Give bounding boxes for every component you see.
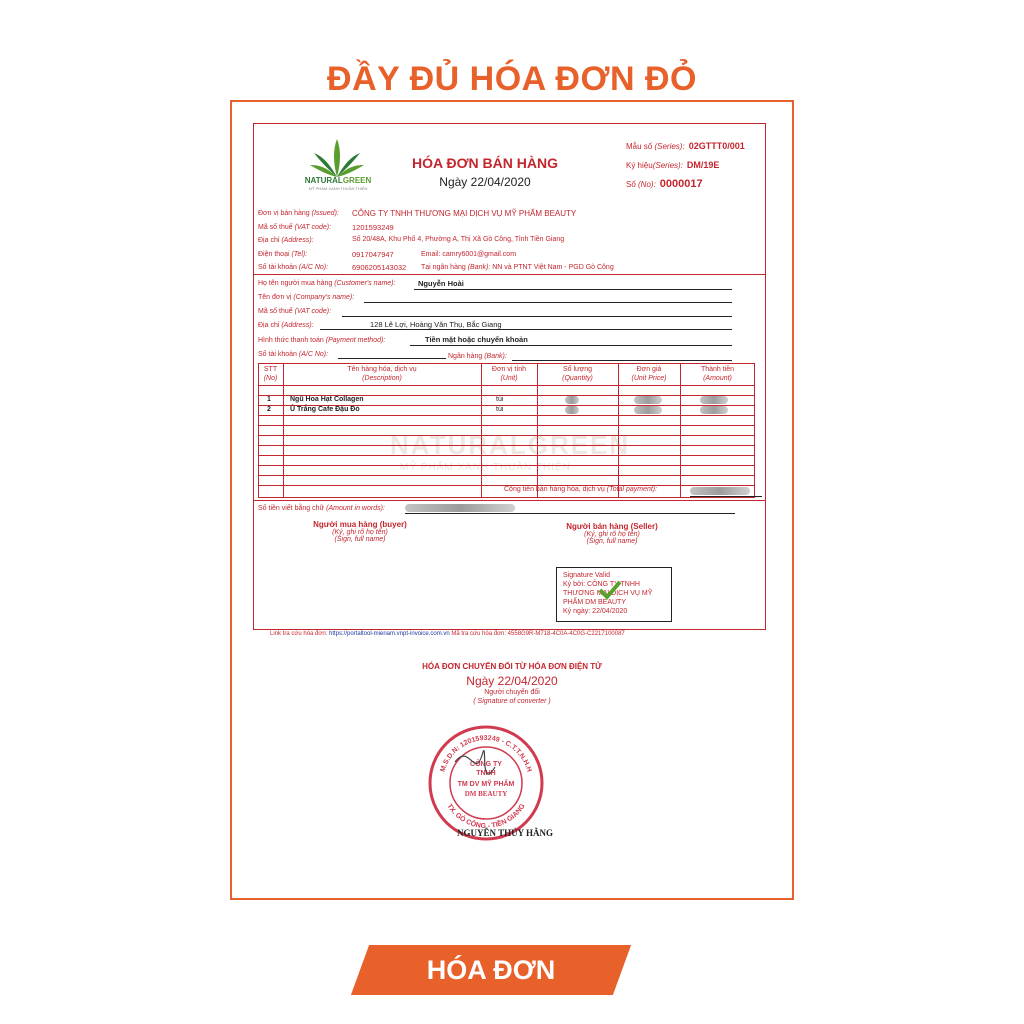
buyer-addr-line bbox=[320, 329, 732, 330]
buyer-pay-value: Tiền mặt hoặc chuyển khoản bbox=[425, 335, 528, 344]
svg-text:M.S.D.N: 1201593249 - C.T.T.N.: M.S.D.N: 1201593249 - C.T.T.N.H.H bbox=[439, 734, 533, 773]
buyer-tax-label: Mã số thuế (VAT code): bbox=[258, 308, 332, 315]
table-row-divider bbox=[258, 455, 755, 456]
table-header-description: Tên hàng hóa, dịch vụ (Description) bbox=[347, 366, 417, 382]
amount-words-line bbox=[405, 513, 735, 514]
buyer-pay-label: Hình thức thanh toán (Payment method): bbox=[258, 337, 386, 344]
invoice-symbol: Ký hiệu(Series): DM/19E bbox=[626, 160, 720, 170]
buyer-company-label: Tên đơn vị (Company's name): bbox=[258, 294, 355, 301]
page-headline: ĐẦY ĐỦ HÓA ĐƠN ĐỎ bbox=[327, 60, 697, 98]
table-column-divider bbox=[537, 363, 538, 498]
svg-text:DM BEAUTY: DM BEAUTY bbox=[464, 790, 508, 798]
buyer-name-label: Họ tên người mua hàng (Customer's name): bbox=[258, 280, 396, 287]
table-row-divider bbox=[258, 475, 755, 476]
table-row-2-name: Ủ Trắng Cafe Đậu Đỏ bbox=[290, 406, 360, 413]
table-row-divider bbox=[258, 465, 755, 466]
converter-role-en: ( Signature of converter ) bbox=[473, 698, 551, 705]
amount-words-label: Số tiền viết bằng chữ (Amount in words): bbox=[258, 505, 385, 512]
table-row-2-no: 2 bbox=[267, 406, 271, 413]
buyer-tax-line bbox=[342, 316, 732, 317]
buyer-addr-label: Địa chỉ (Address): bbox=[258, 322, 314, 329]
logo-tagline: MỸ PHẨM XANH THUẦN THIỆN bbox=[308, 186, 368, 191]
buyer-name-line bbox=[414, 289, 732, 290]
table-header-amount: Thành tiền (Amount) bbox=[700, 366, 735, 382]
table-row-1-unit: túi bbox=[496, 396, 504, 403]
table-header-unit: Đơn vị tính (Unit) bbox=[491, 366, 527, 382]
table-row-divider bbox=[258, 435, 755, 436]
seller-tel-value: 0917047947 bbox=[352, 250, 394, 259]
section-divider bbox=[253, 274, 766, 275]
buyer-company-line bbox=[364, 302, 732, 303]
logo-brand: NATURALGREEN bbox=[304, 176, 372, 185]
svg-text:TX. GÒ CÔNG - TIỀN GIANG: TX. GÒ CÔNG - TIỀN GIANG bbox=[445, 802, 527, 831]
buyer-signature-block: Người mua hàng (buyer) (Ký, ghi rõ họ tên) (Sign, full name) bbox=[313, 520, 407, 543]
seller-tax-label: Mã số thuế (VAT code): bbox=[258, 224, 332, 231]
converter-role: Người chuyển đổi bbox=[484, 689, 540, 696]
buyer-addr-value: 128 Lê Lợi, Hoàng Văn Thụ, Bắc Giang bbox=[370, 320, 502, 329]
seller-addr-label: Địa chỉ (Address): bbox=[258, 237, 314, 244]
table-column-divider bbox=[283, 363, 284, 498]
table-row-divider bbox=[258, 385, 755, 386]
seller-acc-label: Số tài khoản (A/C No): bbox=[258, 264, 329, 271]
section-divider bbox=[253, 500, 766, 501]
seller-unit-value: CÔNG TY TNHH THƯƠNG MẠI DỊCH VỤ MỸ PHẨM BEAUTY bbox=[352, 209, 577, 218]
seller-bank: Tại ngân hàng (Bank): NN và PTNT Việt Nam - PGD Gò Công bbox=[421, 264, 614, 271]
invoice-series: Mẫu số (Series): 02GTTT0/001 bbox=[626, 141, 745, 151]
seller-tel-label: Điện thoại (Tel): bbox=[258, 251, 308, 258]
seller-unit-label: Đơn vị bán hàng (Issued): bbox=[258, 210, 339, 217]
buyer-bank-label: Ngân hàng (Bank): bbox=[448, 353, 507, 360]
table-row-1-amount-redacted bbox=[700, 396, 728, 404]
table-row-1-price-redacted bbox=[634, 396, 662, 404]
seller-signature-block: Người bán hàng (Seller) (Ký, ghi rõ họ tên) (Sign, full name) bbox=[566, 522, 658, 545]
invoice-date: Ngày 22/04/2020 bbox=[439, 175, 531, 189]
total-line bbox=[690, 496, 762, 497]
buyer-pay-line bbox=[410, 345, 732, 346]
table-column-divider bbox=[680, 363, 681, 498]
table-row-2-unit: túi bbox=[496, 406, 504, 413]
table-row-1-no: 1 bbox=[267, 396, 271, 403]
company-seal-icon bbox=[425, 722, 547, 844]
svg-text:TNHH: TNHH bbox=[476, 770, 496, 777]
table-row-divider bbox=[258, 425, 755, 426]
table-column-divider bbox=[618, 363, 619, 498]
table-row-2-amount-redacted bbox=[700, 406, 728, 414]
buyer-acc-label: Số tài khoản (A/C No): bbox=[258, 351, 329, 358]
table-row-1-name: Ngũ Hoa Hạt Collagen bbox=[290, 396, 364, 403]
total-label: Cộng tiền bán hàng hóa, dịch vụ (Total payment): bbox=[504, 486, 658, 493]
watermark-text: NATURALGREEN bbox=[390, 430, 631, 460]
buyer-bank-line bbox=[512, 360, 732, 361]
invoice-number: Số (No): 0000017 bbox=[626, 178, 703, 190]
amount-words-redacted bbox=[405, 504, 515, 512]
seller-addr-value: Số 20/48A, Khu Phố 4, Phường A, Thị Xã Gò Công, Tỉnh Tiền Giang bbox=[352, 236, 565, 243]
seller-tax-value: 1201593249 bbox=[352, 223, 394, 232]
table-header-no: STT (No) bbox=[263, 366, 278, 382]
seller-email: Email: camry6001@gmail.com bbox=[421, 251, 517, 258]
buyer-name-value: Nguyễn Hoài bbox=[418, 279, 464, 288]
invoice-title: HÓA ĐƠN BÁN HÀNG bbox=[412, 155, 558, 171]
table-header-quantity: Số lượng (Quantity) bbox=[562, 366, 593, 382]
table-row-2-price-redacted bbox=[634, 406, 662, 414]
bottom-banner-label: HÓA ĐƠN bbox=[426, 955, 556, 985]
svg-text:CÔNG TY: CÔNG TY bbox=[470, 761, 502, 768]
watermark-subtext: MỸ PHẨM XANH THUẦN THIỆN bbox=[400, 462, 571, 473]
converter-title: HÓA ĐƠN CHUYỂN ĐỔI TỪ HÓA ĐƠN ĐIỆN TỬ bbox=[422, 662, 602, 671]
buyer-acc-line bbox=[338, 358, 446, 359]
signer-name: NGUYỄN THÚY HẰNG bbox=[456, 828, 553, 838]
table-row-1-quantity-redacted bbox=[565, 396, 579, 404]
converter-date: Ngày 22/04/2020 bbox=[466, 674, 558, 688]
table-row-divider bbox=[258, 415, 755, 416]
lookup-link[interactable]: Link tra cứu hóa đơn: https://portaltool-mienam.vnpt-invoice.com.vn Mã tra cứu hóa đơn: 4558G9R-M718-4C0A-4C0G-C2217100087 bbox=[270, 631, 625, 637]
table-column-divider bbox=[481, 363, 482, 498]
seller-acc-value: 6906205143032 bbox=[352, 263, 407, 272]
table-header-unit-price: Đơn giá (Unit Price) bbox=[631, 366, 667, 382]
checkmark-icon bbox=[598, 580, 622, 605]
svg-text:TM DV MỸ PHẨM: TM DV MỸ PHẨM bbox=[457, 781, 515, 788]
digital-signature-box: Signature Valid Ký bởi: CÔNG TY TNHH THƯƠNG MẠI DỊCH VỤ MỸ PHẨM DM BEAUTY Ký ngày: 22/04/2020 bbox=[556, 567, 672, 622]
total-amount-redacted bbox=[690, 487, 750, 495]
table-row-divider bbox=[258, 445, 755, 446]
table-row-2-quantity-redacted bbox=[565, 406, 579, 414]
